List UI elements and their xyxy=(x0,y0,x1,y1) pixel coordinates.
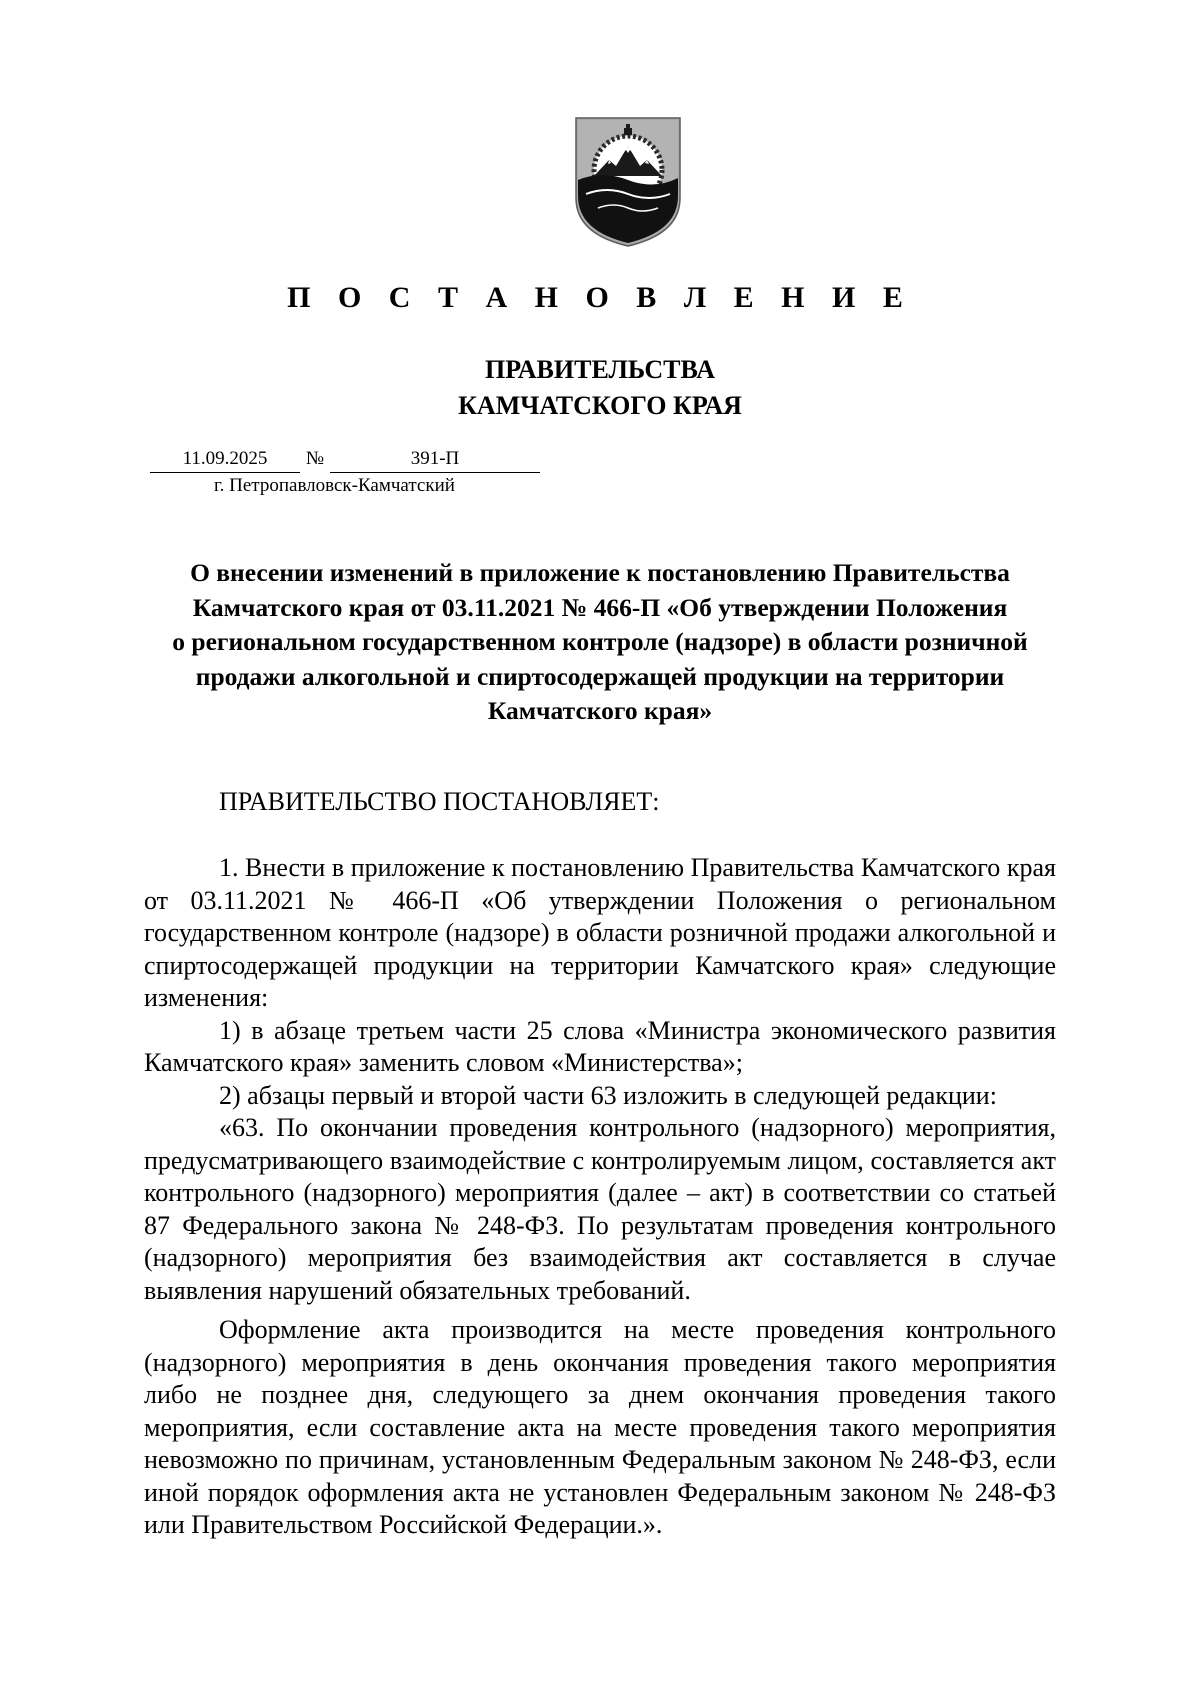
document-subject xyxy=(148,556,1052,729)
number-sign: № xyxy=(305,448,325,469)
body-paragraph: Оформление акта производится на месте проведения контрольного (надзорного) мероприятия в день окончания проведения такого мероприятия либо не позднее дня, следующего за днем окончания проведения такого мероприятия, если составление акта на месте проведения такого мероприятия невозможно по причинам, установленным Федеральным законом № 248-ФЗ, если иной порядок оформления акта не установлен Федеральным законом № 248-ФЗ или Правительством Российской Федерации.». xyxy=(144,1315,1056,1539)
body-paragraph: 1. Внести в приложение к постановлению Правительства Камчатского края от 03.11.2021 № 466-П «Об утверждении Положения о региональном государственном контроле (надзоре) в области розничной продажи алкогольной и спиртосодержащей продукции на территории Камчатского края» следующие изменения: xyxy=(144,853,1056,1012)
subject-line: О внесении изменений в приложение к постановлению Правительства xyxy=(190,558,1010,587)
body-paragraph: «63. По окончании проведения контрольного (надзорного) мероприятия, предусматривающего взаимодействие с контролируемым лицом, составляется акт контрольного (надзорного) мероприятия (далее – акт) в соответствии со статьей 87 Федерального закона № 248-ФЗ. По результатам проведения контрольного (надзорного) мероприятия без взаимодействия акт составляется в случае выявления нарушений обязательных требований. xyxy=(144,1113,1056,1305)
subject-line: Камчатского края» xyxy=(487,696,713,725)
subject-line: о региональном государственном контроле (надзоре) в области розничной xyxy=(172,627,1028,656)
document-city: г. Петропавловск-Камчатский xyxy=(214,475,455,496)
decree-statement: ПРАВИТЕЛЬСТВО ПОСТАНОВЛЯЕТ: xyxy=(219,787,660,816)
document-meta xyxy=(150,446,540,499)
issuing-authority xyxy=(0,352,1200,424)
document-date: 11.09.2025 xyxy=(150,446,300,473)
document-body xyxy=(144,852,1056,1542)
date-number-line xyxy=(150,446,540,473)
body-paragraph: 1) в абзаце третьем части 25 слова «Министра экономического развития Камчатского края» заменить словом «Министерства»; xyxy=(144,1015,1056,1077)
subject-line: Камчатского края от 03.11.2021 № 466-П «Об утверждении Положения xyxy=(192,592,1008,622)
document-number: 391-П xyxy=(330,446,540,473)
body-paragraph: 2) абзацы первый и второй части 63 изложить в следующей редакции: xyxy=(219,1080,997,1110)
authority-line-1: ПРАВИТЕЛЬСТВА xyxy=(485,355,715,384)
authority-line-2: КАМЧАТСКОГО КРАЯ xyxy=(458,391,742,420)
coat-of-arms-icon xyxy=(572,110,684,250)
document-type-title: П О С Т А Н О В Л Е Н И Е xyxy=(287,281,913,314)
subject-line: продажи алкогольной и спиртосодержащей продукции на территории xyxy=(195,661,1005,691)
